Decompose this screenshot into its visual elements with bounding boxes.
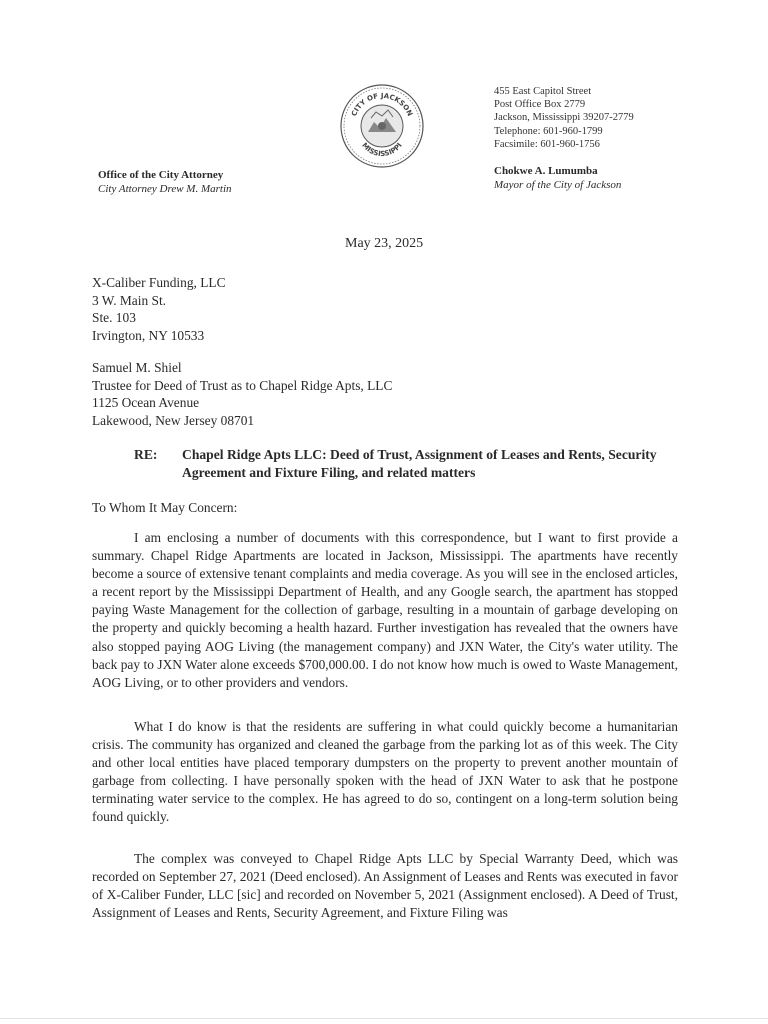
body-paragraph: What I do know is that the residents are suffering in what could quickly become a humanitarian crisis. The community has organized and cleaned the garbage from the parking lot as of this week. The City and other local entities have placed temporary dumpsters on the property to prevent another mountain of garbage from collecting. I have personally spoken with the head of JXN Water to ask that he postpone terminating water service to the complex. He has agreed to do so, contingent on a long-term solution being found quickly.: [92, 719, 678, 825]
body-paragraph: I am enclosing a number of documents with this correspondence, but I want to first provide a summary. Chapel Ridge Apartments are located in Jackson, Mississippi. The apartments have recently become a source of extensive tenant complaints and media coverage. As you will see in the enclosed articles, a recent report by the Mississippi Department of Health, and any Google search, the apartment has stopped paying Waste Management for the collection of garbage, resulting in a mountain of garbage developing on the property and quickly becoming a health hazard. Further investigation has revealed that the owners have also stopped paying AOG Living (the management company) and JXN Water, the City's water utility. The back pay to JXN Water alone exceeds $700,000.00. I do not know how much is owed to Waste Management, AOG Living, or to other providers and vendors.: [92, 530, 678, 690]
page-edge-divider: [0, 1018, 768, 1019]
mayor-heading: [494, 164, 621, 192]
address-line: Jackson, Mississippi 39207-2779: [494, 112, 634, 124]
office-heading: [98, 168, 232, 196]
office-name: Office of the City Attorney: [98, 169, 224, 181]
recipient-line: X-Caliber Funding, LLC: [92, 275, 226, 290]
mayor-name: Chokwe A. Lumumba: [494, 165, 598, 177]
mayor-title: Mayor of the City of Jackson: [494, 179, 622, 191]
recipient-line: 1125 Ocean Avenue: [92, 395, 200, 410]
letter-date: May 23, 2025: [345, 236, 424, 251]
recipient-line: Samuel M. Shiel: [92, 360, 182, 375]
recipient-address: [92, 274, 226, 344]
city-address-block: [494, 85, 634, 151]
body-paragraph: The complex was conveyed to Chapel Ridge Apts LLC by Special Warranty Deed, which was recorded on September 27, 2021 (Deed enclosed). An Assignment of Leases and Rents was executed in favor of X-Caliber Funder, LLC [sic] and recorded on November 5, 2021 (Assignment enclosed). A Deed of Trust, Assignment of Leases and Rents, Security Agreement, and Fixture Filing was: [92, 851, 678, 921]
recipient-line: Trustee for Deed of Trust as to Chapel Ridge Apts, LLC: [92, 377, 393, 393]
address-line: 455 East Capitol Street: [494, 86, 592, 97]
facsimile-line: Facsimile: 601-960-1756: [494, 138, 600, 150]
address-line: Post Office Box 2779: [494, 99, 586, 111]
seal-text-top: CITY OF JACKSON: [350, 91, 414, 118]
recipient-line: Lakewood, New Jersey 08701: [92, 412, 255, 428]
city-seal-logo: [338, 82, 426, 170]
seal-text-bottom: MISSISSIPPI: [360, 141, 404, 159]
recipient-address: [92, 359, 392, 429]
telephone-line: Telephone: 601-960-1799: [494, 125, 603, 137]
subject-label: RE:: [134, 447, 158, 462]
office-title: City Attorney Drew M. Martin: [98, 183, 232, 195]
recipient-line: Ste. 103: [92, 310, 136, 325]
salutation: To Whom It May Concern:: [92, 500, 238, 515]
recipient-line: 3 W. Main St.: [92, 292, 167, 308]
recipient-line: Irvington, NY 10533: [92, 327, 205, 343]
subject-text: Chapel Ridge Apts LLC: Deed of Trust, Assignment of Leases and Rents, Security Agreement and Fixture Filing, and related matters: [182, 447, 657, 480]
